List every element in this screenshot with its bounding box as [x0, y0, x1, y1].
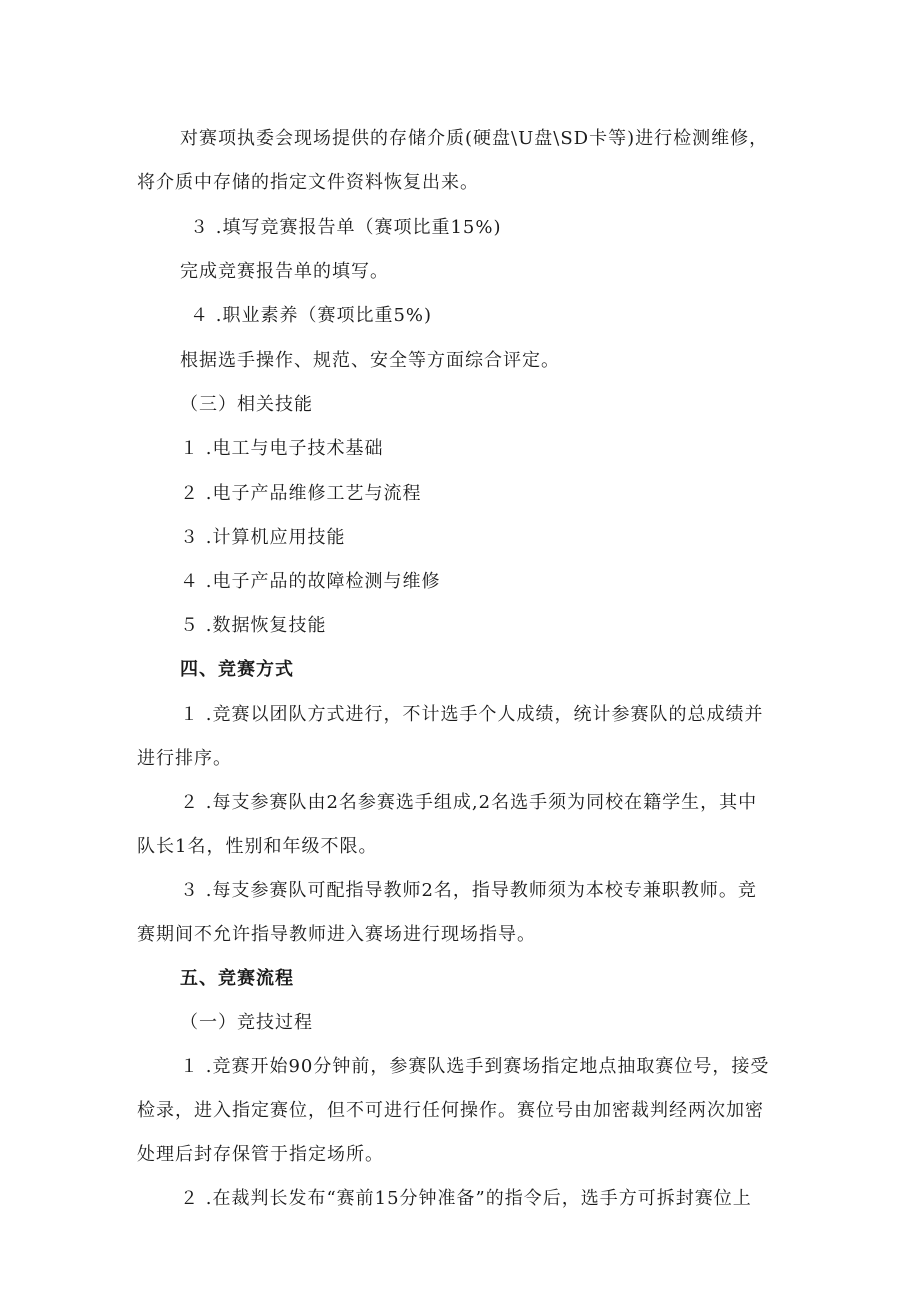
paragraph-line: ３ .每支参赛队可配指导教师2名，指导教师须为本校专兼职教师。竞 [180, 880, 757, 901]
paragraph-line: 进行排序。 [137, 748, 232, 769]
section-heading: 四、竞赛方式 [180, 659, 294, 680]
paragraph-line: １ .竞赛开始90分钟前，参赛队选手到赛场指定地点抽取赛位号，接受 [180, 1056, 770, 1077]
paragraph-line: 检录，进入指定赛位，但不可进行任何操作。赛位号由加密裁判经两次加密 [137, 1100, 764, 1121]
paragraph-line: ２ .每支参赛队由2名参赛选手组成,2名选手须为同校在籍学生，其中 [180, 792, 758, 813]
subsection-title: （一）竞技过程 [180, 1012, 313, 1033]
paragraph-line: 对赛项执委会现场提供的存储介质(硬盘\U盘\SD卡等)进行检测维修， [180, 128, 769, 149]
paragraph-line: 队长1名，性别和年级不限。 [137, 836, 378, 857]
skill-item: ４ .电子产品的故障检测与维修 [180, 571, 441, 592]
skill-item: ２ .电子产品维修工艺与流程 [180, 483, 422, 504]
paragraph-line: 赛期间不允许指导教师进入赛场进行现场指导。 [137, 924, 536, 945]
section-heading: 五、竞赛流程 [180, 968, 294, 989]
skill-item: ３ .计算机应用技能 [180, 527, 346, 548]
paragraph-line: ２ .在裁判长发布“赛前15分钟准备”的指令后，选手方可拆封赛位上 [180, 1188, 752, 1209]
skill-item: ５ .数据恢复技能 [180, 615, 327, 636]
item-title: ４ .职业素养（赛项比重5%) [190, 305, 433, 326]
paragraph-line: 根据选手操作、规范、安全等方面综合评定。 [180, 350, 560, 371]
skill-item: １ .电工与电子技术基础 [180, 438, 384, 459]
paragraph-line: 将介质中存储的指定文件资料恢复出来。 [137, 172, 479, 193]
paragraph-line: 完成竞赛报告单的填写。 [180, 261, 389, 282]
item-title: ３ .填写竞赛报告单（赛项比重15%) [190, 217, 502, 238]
paragraph-line: 处理后封存保管于指定场所。 [137, 1144, 384, 1165]
subsection-title: （三）相关技能 [180, 394, 313, 415]
paragraph-line: １ .竞赛以团队方式进行，不计选手个人成绩，统计参赛队的总成绩并 [180, 704, 764, 725]
